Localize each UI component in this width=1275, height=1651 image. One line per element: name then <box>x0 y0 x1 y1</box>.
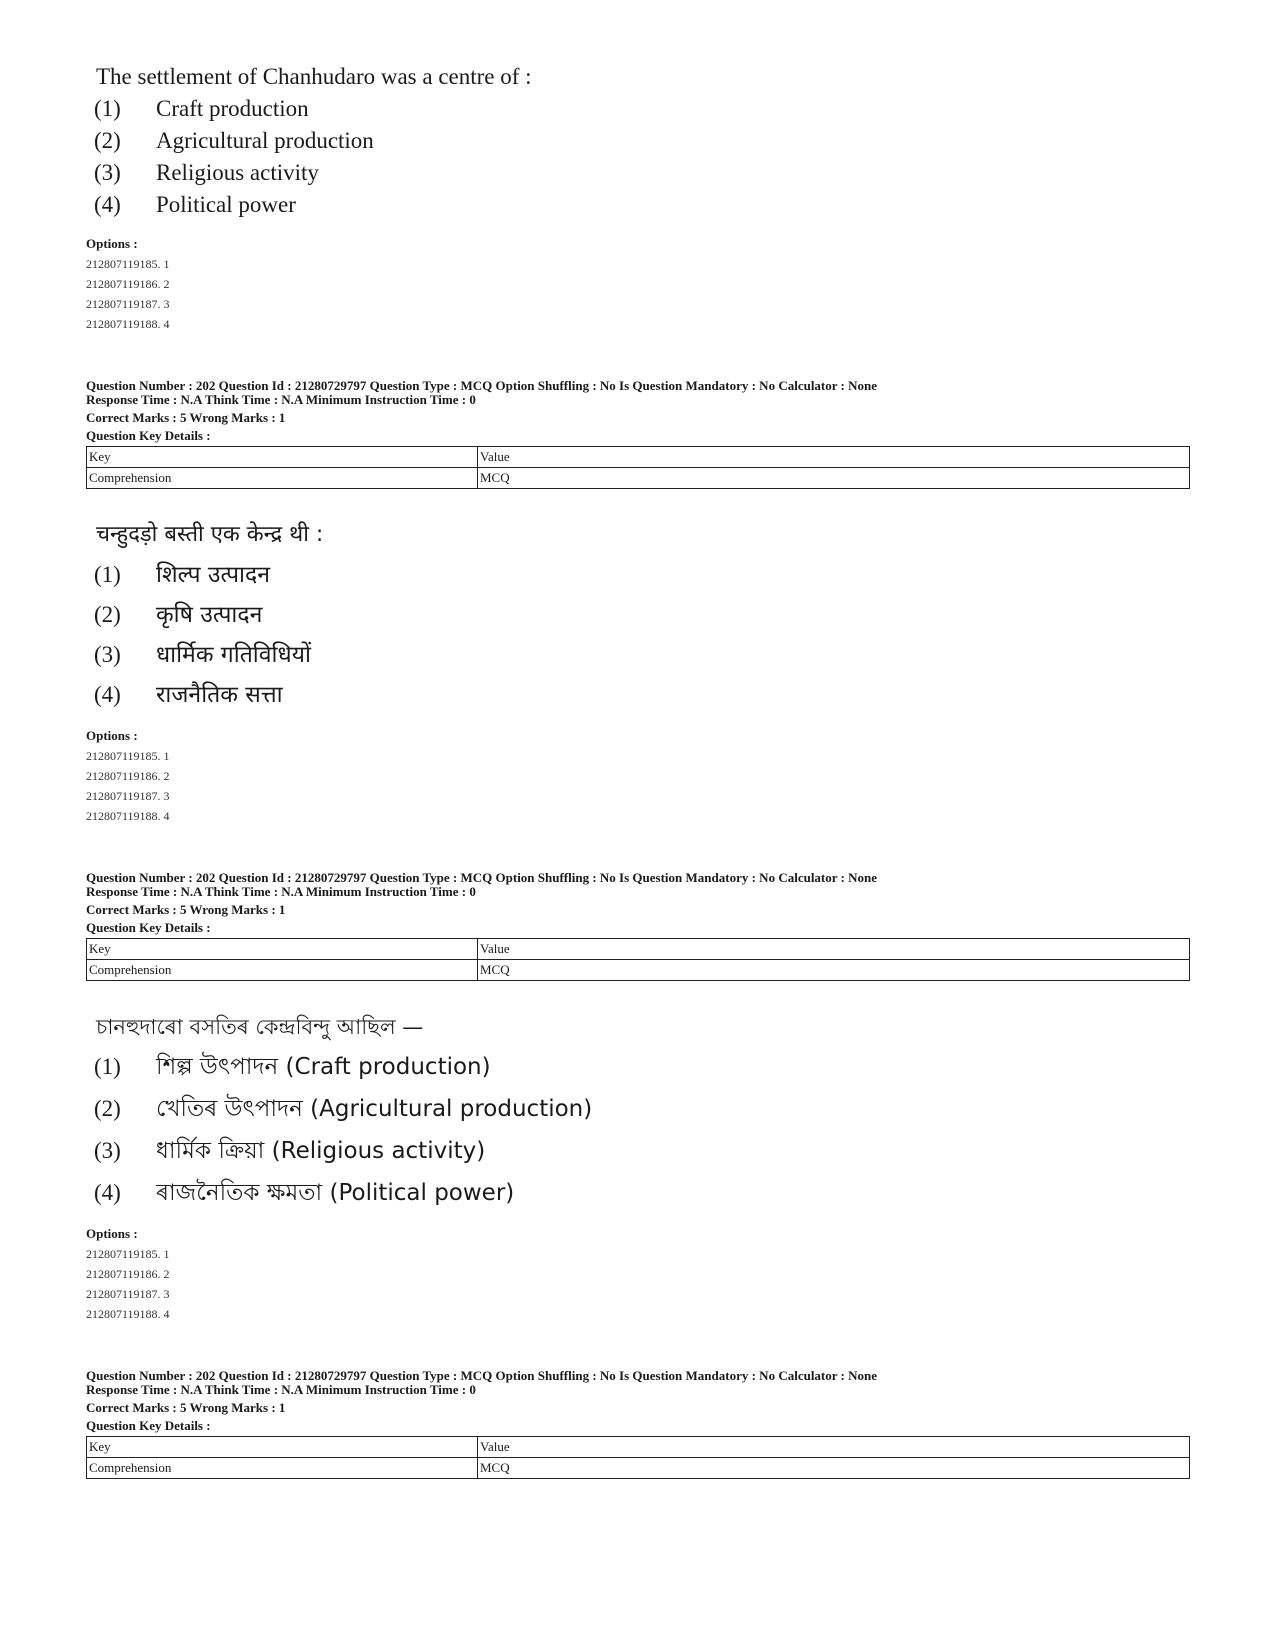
table-header-row <box>87 447 1190 468</box>
key-value-table <box>86 1436 1190 1479</box>
option-2 <box>94 126 374 156</box>
key-value-table <box>86 938 1190 981</box>
table-cell-value: MCQ <box>478 1458 1190 1479</box>
option-1 <box>94 94 309 124</box>
option-text: শিল্প উৎপাদন (Craft production) <box>156 1054 491 1080</box>
option-id: 212807119185. 1 <box>86 257 170 271</box>
option-id: 212807119187. 3 <box>86 789 170 803</box>
table-row <box>87 1458 1190 1479</box>
option-id: 212807119188. 4 <box>86 1307 170 1321</box>
option-id: 212807119187. 3 <box>86 1287 170 1301</box>
option-number: (1) <box>94 562 121 587</box>
question-meta-response: Response Time : N.A Think Time : N.A Minimum Instruction Time : 0 <box>86 392 476 407</box>
option-number: (3) <box>94 642 121 667</box>
table-header-key: Key <box>87 1437 478 1458</box>
option-number: (2) <box>94 602 121 627</box>
option-text: Craft production <box>156 96 309 121</box>
option-number: (3) <box>94 160 121 185</box>
table-cell-value: MCQ <box>478 468 1190 489</box>
option-number: (2) <box>94 1096 121 1121</box>
option-id: 212807119188. 4 <box>86 809 170 823</box>
option-text: राजनैतिक सत्ता <box>156 682 283 708</box>
key-details-label: Question Key Details : <box>86 920 211 935</box>
option-text: Agricultural production <box>156 128 374 153</box>
table-header-key: Key <box>87 939 478 960</box>
option-number: (1) <box>94 96 121 121</box>
option-text: ৰাজনৈতিক ক্ষমতা (Political power) <box>156 1180 515 1206</box>
table-row <box>87 468 1190 489</box>
option-text: कृषि उत्पादन <box>156 602 263 628</box>
question-meta: Question Number : 202 Question Id : 21280729797 Question Type : MCQ Option Shuffling : No Is Question Mandatory : No Calculator : None <box>86 870 878 885</box>
question-text-hindi: चन्हुदड़ो बस्ती एक केन्द्र थी : <box>96 522 324 547</box>
table-cell-value: MCQ <box>478 960 1190 981</box>
question-meta: Question Number : 202 Question Id : 21280729797 Question Type : MCQ Option Shuffling : No Is Question Mandatory : No Calculator : None <box>86 1368 878 1383</box>
option-1 <box>94 560 270 590</box>
table-header-value: Value <box>478 1437 1190 1458</box>
option-number: (4) <box>94 682 121 707</box>
option-number: (4) <box>94 1180 121 1205</box>
option-id: 212807119186. 2 <box>86 277 170 291</box>
option-4 <box>94 680 283 710</box>
option-number: (2) <box>94 128 121 153</box>
option-id: 212807119185. 1 <box>86 749 170 763</box>
table-cell-key: Comprehension <box>87 1458 478 1479</box>
option-id: 212807119185. 1 <box>86 1247 170 1261</box>
question-text-english: The settlement of Chanhudaro was a centre of : <box>96 64 532 89</box>
marks-line: Correct Marks : 5 Wrong Marks : 1 <box>86 410 286 425</box>
option-text: Religious activity <box>156 160 319 185</box>
options-label: Options : <box>86 1226 138 1241</box>
question-meta-response: Response Time : N.A Think Time : N.A Minimum Instruction Time : 0 <box>86 1382 476 1397</box>
options-label: Options : <box>86 236 138 251</box>
table-cell-key: Comprehension <box>87 960 478 981</box>
option-id: 212807119187. 3 <box>86 297 170 311</box>
option-id: 212807119186. 2 <box>86 769 170 783</box>
option-1 <box>94 1052 491 1082</box>
option-text: धार्मिक गतिविधियों <box>156 642 311 668</box>
option-text: ধাৰ্মিক ক্ৰিয়া (Religious activity) <box>156 1138 486 1164</box>
option-id: 212807119188. 4 <box>86 317 170 331</box>
table-row <box>87 960 1190 981</box>
option-3 <box>94 640 311 670</box>
key-details-label: Question Key Details : <box>86 428 211 443</box>
option-text: शिल्प उत्पादन <box>156 562 270 588</box>
marks-line: Correct Marks : 5 Wrong Marks : 1 <box>86 902 286 917</box>
option-2 <box>94 1094 592 1124</box>
option-4 <box>94 190 296 220</box>
key-value-table <box>86 446 1190 489</box>
table-header-value: Value <box>478 939 1190 960</box>
option-number: (4) <box>94 192 121 217</box>
table-cell-key: Comprehension <box>87 468 478 489</box>
option-number: (1) <box>94 1054 121 1079</box>
option-id: 212807119186. 2 <box>86 1267 170 1281</box>
table-header-value: Value <box>478 447 1190 468</box>
table-header-row <box>87 939 1190 960</box>
question-meta-response: Response Time : N.A Think Time : N.A Minimum Instruction Time : 0 <box>86 884 476 899</box>
key-details-label: Question Key Details : <box>86 1418 211 1433</box>
option-2 <box>94 600 262 630</box>
option-3 <box>94 1136 485 1166</box>
marks-line: Correct Marks : 5 Wrong Marks : 1 <box>86 1400 286 1415</box>
question-text-assamese: চানহুদাৰো বসতিৰ কেন্দ্ৰবিন্দু আছিল — <box>96 1015 424 1039</box>
option-3 <box>94 158 319 188</box>
table-header-key: Key <box>87 447 478 468</box>
option-text: Political power <box>156 192 296 217</box>
table-header-row <box>87 1437 1190 1458</box>
options-label: Options : <box>86 728 138 743</box>
question-meta: Question Number : 202 Question Id : 21280729797 Question Type : MCQ Option Shuffling : No Is Question Mandatory : No Calculator : None <box>86 378 878 393</box>
option-number: (3) <box>94 1138 121 1163</box>
option-text: খেতিৰ উৎপাদন (Agricultural production) <box>156 1096 593 1122</box>
option-4 <box>94 1178 514 1208</box>
